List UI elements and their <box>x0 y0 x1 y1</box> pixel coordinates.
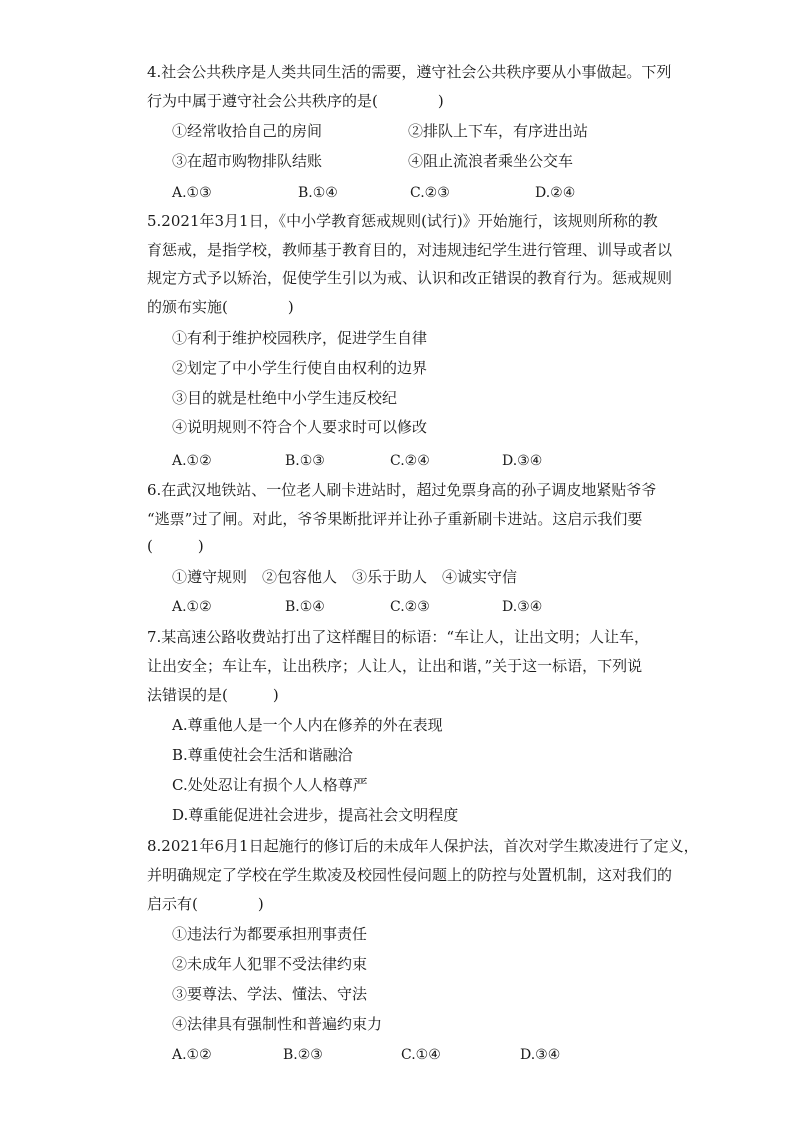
statement-2: ②未成年人犯罪不受法律约束 <box>172 955 368 973</box>
choice-a: A.①② <box>172 1047 212 1063</box>
question-stem-line: 让出安全；车让车，让出秩序；人让人，让出和谐，”关于这一标语，下列说 <box>147 657 643 675</box>
statement-1: ①有利于维护校园秩序，促进学生自律 <box>172 329 428 347</box>
choice-b: B.①④ <box>298 185 338 201</box>
question-stem-line: 育惩戒，是指学校，教师基于教育目的，对违规违纪学生进行管理、训导或者以 <box>147 241 673 259</box>
question-stem-line: 法错误的是( ) <box>147 686 279 704</box>
question-stem-line: ( ) <box>147 537 204 555</box>
question-stem-line: 启示有( ) <box>147 895 264 913</box>
statement-3: ③在超市购物排队结账 <box>172 152 323 170</box>
choice-c: C.②③ <box>410 185 450 201</box>
option-d: D.尊重能促进社会进步，提高社会文明程度 <box>172 806 459 824</box>
choice-b: B.②③ <box>283 1047 323 1063</box>
question-stem-line: 5.2021年3月1日，《中小学教育惩戒规则(试行)》开始施行，该规则所称的教 <box>147 212 658 230</box>
statement-1: ①经常收拾自己的房间 <box>172 122 323 140</box>
choice-c: C.①④ <box>401 1047 441 1063</box>
question-stem-line: 6.在武汉地铁站、一位老人刷卡进站时，超过免票身高的孙子调皮地紧贴爷爷 <box>147 481 657 499</box>
statement-4: ④阻止流浪者乘坐公交车 <box>408 152 574 170</box>
choice-d: D.③④ <box>520 1047 561 1063</box>
question-stem-line: 规定方式予以矫治，促使学生引以为戒、认识和改正错误的教育行为。惩戒规则 <box>147 269 673 287</box>
question-stem-line: 7.某高速公路收费站打出了这样醒目的标语：“车让人，让出文明；人让车， <box>147 628 649 646</box>
choice-d: D.③④ <box>502 599 543 615</box>
choice-d: D.③④ <box>502 453 543 469</box>
choice-c: C.②④ <box>390 453 430 469</box>
statement-4: ④说明规则不符合个人要求时可以修改 <box>172 418 428 436</box>
statement-list: ①遵守规则 ②包容他人 ③乐于助人 ④诚实守信 <box>172 568 518 586</box>
choice-a: A.①② <box>172 599 212 615</box>
statement-3: ③目的就是杜绝中小学生违反校纪 <box>172 389 398 407</box>
option-c: C.处处忍让有损个人人格尊严 <box>172 776 368 794</box>
choice-b: B.①③ <box>285 453 325 469</box>
option-b: B.尊重使社会生活和谐融洽 <box>172 746 353 764</box>
choice-c: C.②③ <box>390 599 430 615</box>
statement-2: ②排队上下车，有序进出站 <box>408 122 589 140</box>
statement-1: ①违法行为都要承担刑事责任 <box>172 925 368 943</box>
statement-3: ③要尊法、学法、懂法、守法 <box>172 985 368 1003</box>
question-stem-line: 4.社会公共秩序是人类共同生活的需要，遵守社会公共秩序要从小事做起。下列 <box>147 63 672 81</box>
statement-4: ④法律具有强制性和普遍约束力 <box>172 1015 383 1033</box>
choice-d: D.②④ <box>535 185 576 201</box>
choice-b: B.①④ <box>285 599 325 615</box>
statement-2: ②划定了中小学生行使自由权利的边界 <box>172 359 428 377</box>
question-stem-line: 8.2021年6月1日起施行的修订后的未成年人保护法，首次对学生欺凌进行了定义， <box>147 837 699 855</box>
choice-a: A.①② <box>172 453 212 469</box>
question-stem-line: 行为中属于遵守社会公共秩序的是( ) <box>147 92 444 110</box>
question-stem-line: 并明确规定了学校在学生欺凌及校园性侵问题上的防控与处置机制，这对我们的 <box>147 866 673 884</box>
option-a: A.尊重他人是一个人内在修养的外在表现 <box>172 716 443 734</box>
question-stem-line: 的颁布实施( ) <box>147 298 294 316</box>
choice-a: A.①③ <box>172 185 212 201</box>
question-stem-line: “逃票”过了闸。对此，爷爷果断批评并让孙子重新刷卡进站。这启示我们要 <box>147 510 643 528</box>
